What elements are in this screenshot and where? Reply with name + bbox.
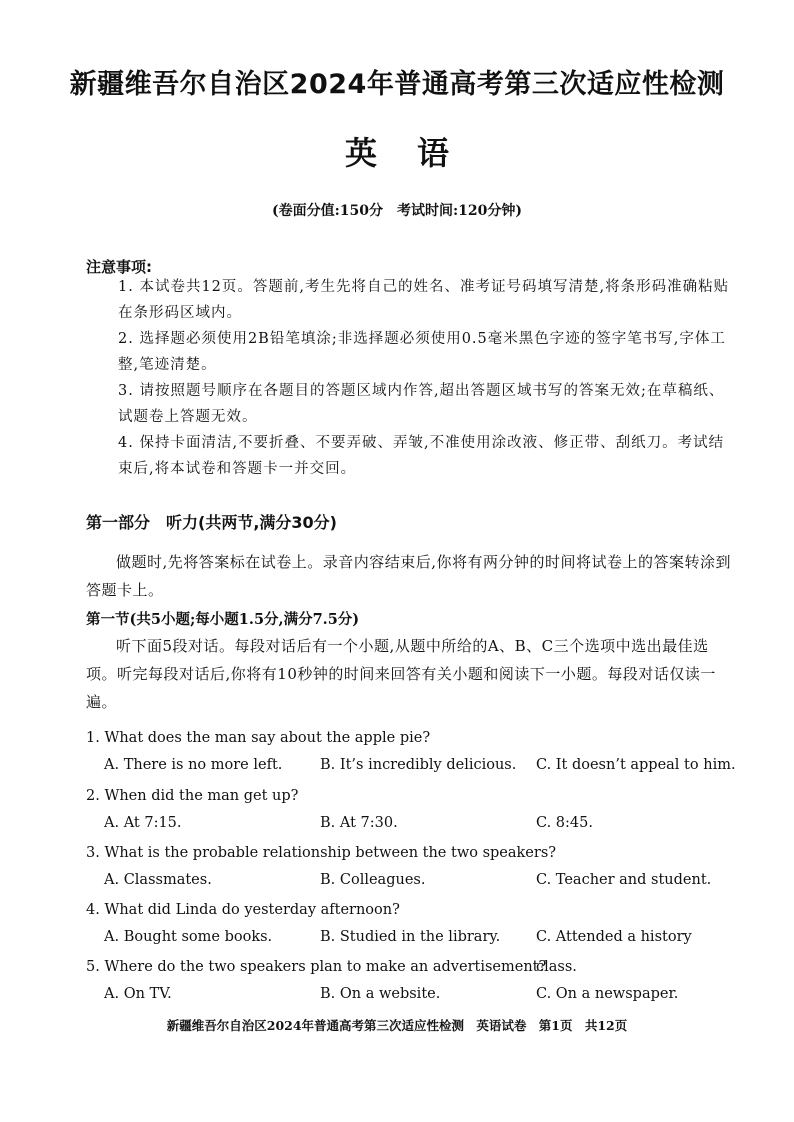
option-b: B. Colleagues. — [320, 872, 426, 888]
notice-title: 注意事项: — [86, 258, 152, 276]
question-stem: 3. What is the probable relationship between the two speakers? — [86, 845, 557, 861]
question-stem: 5. Where do the two speakers plan to make an advertisement? — [86, 959, 547, 975]
question-stem: 1. What does the man say about the apple pie? — [86, 730, 431, 746]
section1-intro: 听下面5段对话。每段对话后有一个小题,从题中所给的A、B、C三个选项中选出最佳选项。听完每段对话后,你将有10秒钟的时间来回答有关小题和阅读下一小题。每段对话仅读一遍。 — [86, 637, 716, 711]
exam-meta: (卷面分值:150分 考试时间:120分钟) — [271, 203, 523, 219]
notice-list — [118, 274, 738, 482]
question-5 — [86, 955, 736, 1013]
option-a: A. There is no more left. — [104, 757, 283, 773]
exam-title: 新疆维吾尔自治区2024年普通高考第三次适应性检测 — [69, 69, 725, 100]
option-a: A. Bought some books. — [104, 929, 273, 945]
option-b: B. It’s incredibly delicious. — [320, 757, 517, 773]
option-b: B. At 7:30. — [320, 815, 398, 831]
notice-item: 1. 本试卷共12页。答题前,考生先将自己的姓名、准考证号码填写清楚,将条形码准确粘贴在条形码区域内。 — [118, 279, 730, 321]
question-options — [86, 979, 736, 1013]
question-1 — [86, 726, 736, 784]
option-b: B. Studied in the library. — [320, 929, 501, 945]
option-c: C. Teacher and student. — [536, 872, 712, 888]
option-a: A. At 7:15. — [104, 815, 182, 831]
footer-exam: 新疆维吾尔自治区2024年普通高考第三次适应性检测 — [166, 1018, 465, 1033]
option-c: C. On a newspaper. — [536, 986, 679, 1002]
page-footer — [0, 1016, 794, 1034]
subject-title: 英语 — [344, 134, 489, 172]
question-2 — [86, 784, 736, 842]
option-a: A. On TV. — [104, 986, 172, 1002]
option-a: A. Classmates. — [104, 872, 212, 888]
section1-title: 第一节(共5小题;每小题1.5分,满分7.5分) — [86, 611, 360, 628]
option-c: C. Attended a history class. — [536, 929, 692, 975]
footer-paper: 英语试卷 — [476, 1018, 527, 1033]
question-options — [86, 865, 736, 899]
option-c: C. 8:45. — [536, 815, 593, 831]
footer-page: 第1页 — [538, 1018, 573, 1033]
part1-intro: 做题时,先将答案标在试卷上。录音内容结束后,你将有两分钟的时间将试卷上的答案转涂到答题卡上。 — [86, 553, 732, 599]
question-stem: 2. When did the man get up? — [86, 788, 299, 804]
notice-item: 3. 请按照题号顺序在各题目的答题区域内作答,超出答题区域书写的答案无效;在草稿纸、试题卷上答题无效。 — [118, 383, 725, 425]
question-stem: 4. What did Linda do yesterday afternoon? — [86, 902, 400, 918]
part1-title: 第一部分 听力(共两节,满分30分) — [86, 513, 337, 532]
question-options — [86, 808, 736, 842]
option-b: B. On a website. — [320, 986, 441, 1002]
question-options — [86, 750, 736, 784]
notice-item: 4. 保持卡面清洁,不要折叠、不要弄破、弄皱,不准使用涂改液、修正带、刮纸刀。考试结束后,将本试卷和答题卡一并交回。 — [118, 435, 725, 477]
footer-total: 共12页 — [584, 1018, 628, 1033]
notice-item: 2. 选择题必须使用2B铅笔填涂;非选择题必须使用0.5毫米黑色字迹的签字笔书写,字体工整,笔迹清楚。 — [118, 331, 726, 373]
question-3 — [86, 841, 736, 899]
option-c: C. It doesn’t appeal to him. — [536, 757, 736, 773]
